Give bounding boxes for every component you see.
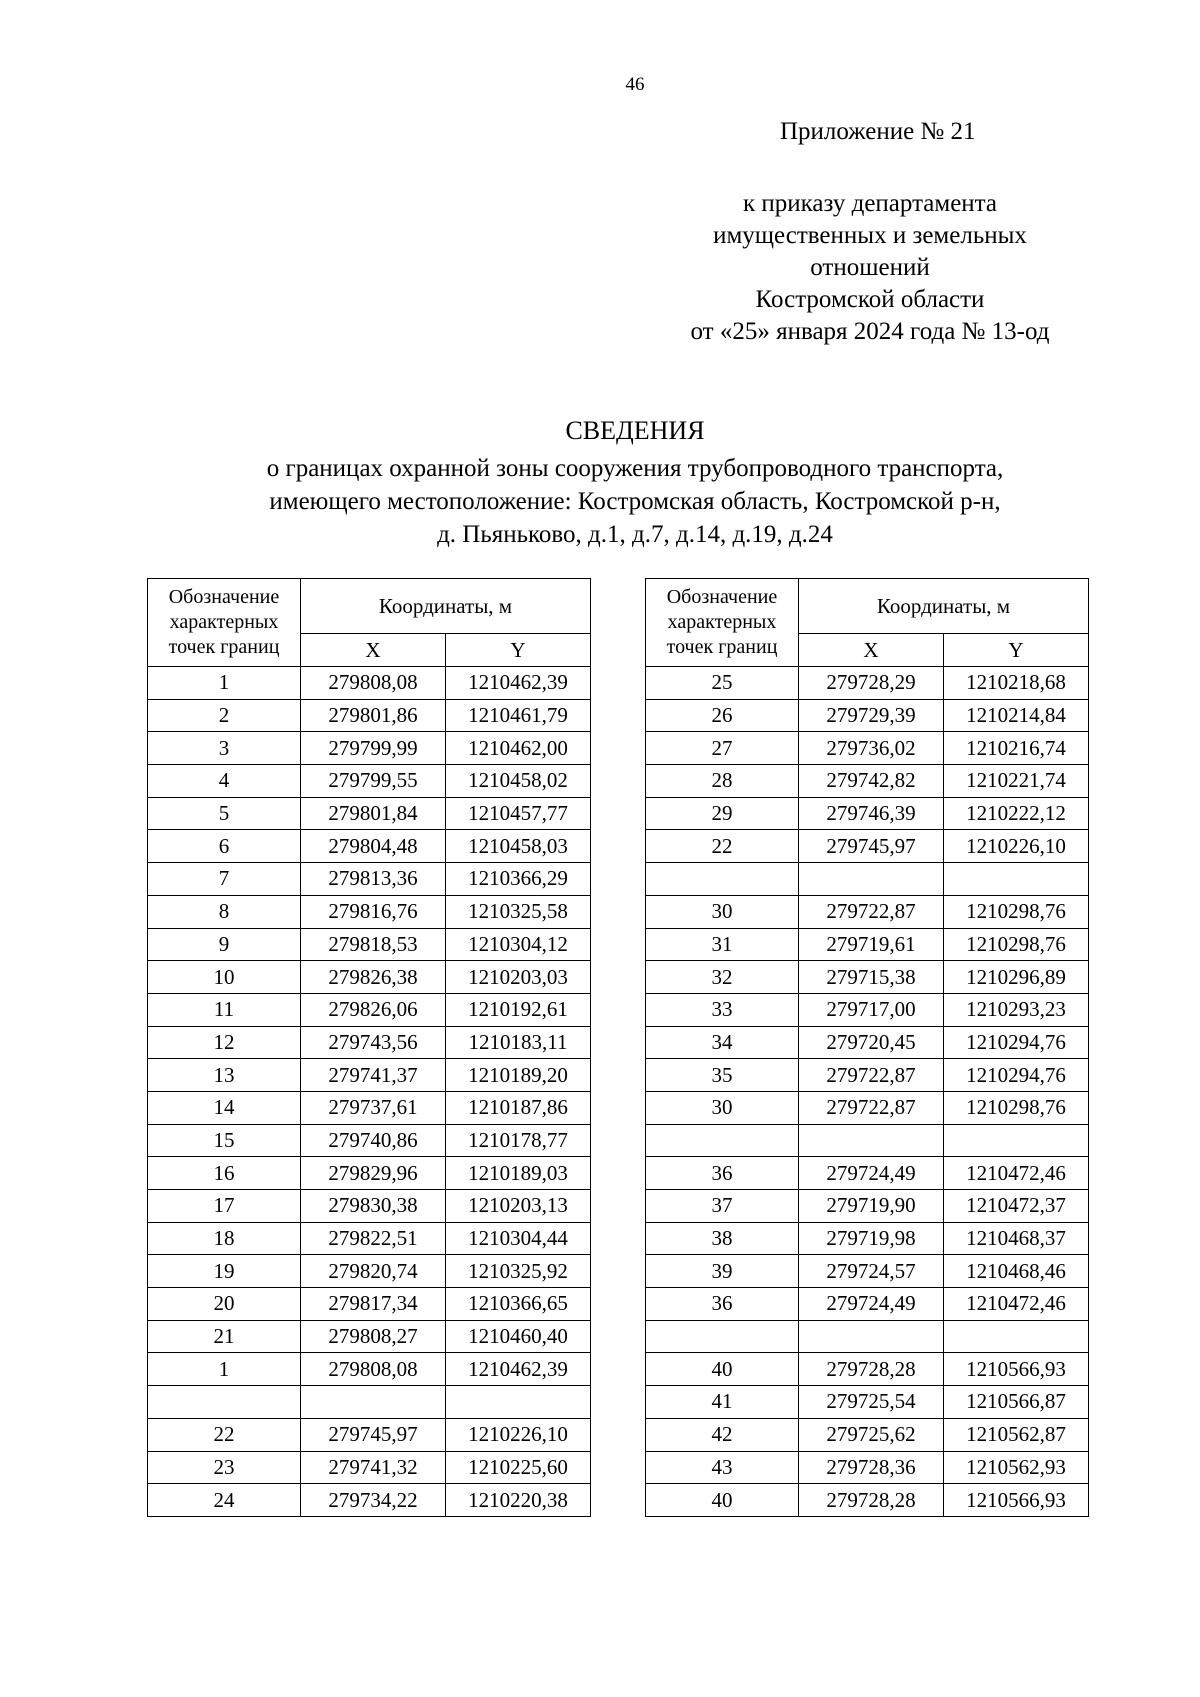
x-cell: 279813,36 [301,863,446,896]
table-row [148,699,591,732]
point-cell: 31 [646,928,799,961]
y-cell: 1210203,13 [446,1190,591,1223]
y-cell: 1210187,86 [446,1091,591,1124]
order-reference [650,188,1090,348]
table-row [148,1484,591,1517]
point-cell: 15 [148,1124,301,1157]
x-cell: 279826,06 [301,993,446,1026]
y-cell [944,863,1089,896]
table-row [148,1026,591,1059]
x-cell: 279829,96 [301,1157,446,1190]
x-cell [799,863,944,896]
point-cell: 8 [148,895,301,928]
y-cell: 1210458,03 [446,830,591,863]
point-cell: 3 [148,732,301,765]
y-cell: 1210562,93 [944,1451,1089,1484]
y-cell: 1210472,46 [944,1288,1089,1321]
table-row [148,1418,591,1451]
point-cell: 41 [646,1386,799,1419]
x-cell: 279715,38 [799,961,944,994]
point-cell: 22 [148,1418,301,1451]
x-cell: 279725,62 [799,1418,944,1451]
y-cell: 1210221,74 [944,765,1089,798]
table-body [148,667,591,1517]
x-cell: 279719,90 [799,1190,944,1223]
point-cell: 40 [646,1353,799,1386]
point-cell: 16 [148,1157,301,1190]
x-cell: 279724,57 [799,1255,944,1288]
point-cell: 21 [148,1320,301,1353]
point-cell: 43 [646,1451,799,1484]
point-cell: 28 [646,765,799,798]
y-cell: 1210226,10 [944,830,1089,863]
table-row [148,1353,591,1386]
table-row [646,1418,1089,1451]
x-cell: 279728,29 [799,667,944,700]
y-cell: 1210468,37 [944,1222,1089,1255]
point-cell: 4 [148,765,301,798]
x-cell: 279820,74 [301,1255,446,1288]
x-cell: 279720,45 [799,1026,944,1059]
table-row [148,993,591,1026]
table-row [148,1124,591,1157]
x-cell: 279745,97 [301,1418,446,1451]
x-cell: 279719,61 [799,928,944,961]
table-row [148,1190,591,1223]
x-cell: 279826,38 [301,961,446,994]
x-cell: 279804,48 [301,830,446,863]
order-ref-line: от «25» января 2024 года № 13-од [690,318,1050,345]
point-cell: 11 [148,993,301,1026]
y-cell: 1210178,77 [446,1124,591,1157]
x-cell: 279818,53 [301,928,446,961]
point-cell: 18 [148,1222,301,1255]
table-row [148,1222,591,1255]
x-cell: 279817,34 [301,1288,446,1321]
table-row [646,895,1089,928]
point-cell: 19 [148,1255,301,1288]
table-row [646,1484,1089,1517]
table-row [646,928,1089,961]
x-cell: 279740,86 [301,1124,446,1157]
point-cell: 30 [646,895,799,928]
x-cell: 279722,87 [799,895,944,928]
table-row [148,667,591,700]
table-row [646,863,1089,896]
x-cell: 279830,38 [301,1190,446,1223]
table-row [646,1320,1089,1353]
x-cell: 279808,08 [301,1353,446,1386]
point-cell: 25 [646,667,799,700]
y-cell: 1210472,37 [944,1190,1089,1223]
x-cell: 279728,28 [799,1353,944,1386]
x-cell [799,1124,944,1157]
order-ref-line: к приказу департамента [742,190,998,217]
point-cell: 1 [148,1353,301,1386]
y-cell: 1210298,76 [944,895,1089,928]
point-cell: 30 [646,1091,799,1124]
x-cell: 279728,28 [799,1484,944,1517]
y-cell: 1210566,93 [944,1353,1089,1386]
y-cell: 1210462,39 [446,667,591,700]
table-row [646,1059,1089,1092]
table-row [148,1386,591,1419]
x-cell: 279816,76 [301,895,446,928]
y-header: Y [944,634,1089,667]
y-cell: 1210192,61 [446,993,591,1026]
x-cell [799,1320,944,1353]
table-row [148,863,591,896]
y-cell [944,1320,1089,1353]
subtitle-line: д. Пьяньково, д.1, д.7, д.14, д.19, д.24 [437,521,833,548]
y-cell: 1210457,77 [446,797,591,830]
x-cell: 279725,54 [799,1386,944,1419]
y-cell: 1210462,39 [446,1353,591,1386]
y-cell: 1210462,00 [446,732,591,765]
point-cell: 24 [148,1484,301,1517]
point-cell: 7 [148,863,301,896]
point-cell: 5 [148,797,301,830]
y-cell: 1210566,93 [944,1484,1089,1517]
point-cell [646,863,799,896]
table-row [646,1190,1089,1223]
y-cell: 1210325,92 [446,1255,591,1288]
y-cell: 1210366,65 [446,1288,591,1321]
table-row [148,765,591,798]
point-cell: 27 [646,732,799,765]
point-cell: 14 [148,1091,301,1124]
y-cell: 1210566,87 [944,1386,1089,1419]
document-title: СВЕДЕНИЯ [565,416,705,445]
point-cell: 10 [148,961,301,994]
y-cell: 1210468,46 [944,1255,1089,1288]
table-row [646,961,1089,994]
x-cell: 279734,22 [301,1484,446,1517]
table-row [646,732,1089,765]
table-row [148,928,591,961]
table-row [646,667,1089,700]
y-header: Y [446,634,591,667]
y-cell: 1210222,12 [944,797,1089,830]
y-cell: 1210218,68 [944,667,1089,700]
point-cell: 20 [148,1288,301,1321]
x-cell: 279808,08 [301,667,446,700]
y-cell: 1210304,12 [446,928,591,961]
point-cell: 26 [646,699,799,732]
table-row [646,1026,1089,1059]
y-cell: 1210214,84 [944,699,1089,732]
y-cell: 1210294,76 [944,1026,1089,1059]
y-cell: 1210304,44 [446,1222,591,1255]
point-cell: 40 [646,1484,799,1517]
point-cell: 36 [646,1288,799,1321]
x-cell: 279724,49 [799,1288,944,1321]
x-cell [301,1386,446,1419]
table-row [646,830,1089,863]
y-cell: 1210366,29 [446,863,591,896]
x-header: X [301,634,446,667]
table-row [148,895,591,928]
point-cell: 9 [148,928,301,961]
table-row [148,961,591,994]
table-row [646,993,1089,1026]
y-cell: 1210220,38 [446,1484,591,1517]
point-cell: 33 [646,993,799,1026]
x-cell: 279741,37 [301,1059,446,1092]
table-row [148,1288,591,1321]
y-cell [944,1124,1089,1157]
table-row [148,732,591,765]
y-cell: 1210189,20 [446,1059,591,1092]
y-cell: 1210460,40 [446,1320,591,1353]
x-cell: 279729,39 [799,699,944,732]
point-cell [646,1124,799,1157]
table-row [148,1451,591,1484]
x-cell: 279808,27 [301,1320,446,1353]
y-cell: 1210325,58 [446,895,591,928]
subtitle-line: о границах охранной зоны сооружения трубопроводного транспорта, [266,455,1004,482]
x-cell: 279722,87 [799,1091,944,1124]
document-subtitle [0,452,1200,551]
coordinates-table-left [147,578,591,1517]
point-header: Обозначение характерных точек границ [646,579,799,667]
order-ref-line: имущественных и земельных [713,222,1027,249]
x-cell: 279717,00 [799,993,944,1026]
table-row [148,1255,591,1288]
y-cell: 1210225,60 [446,1451,591,1484]
coords-header: Координаты, м [799,579,1089,634]
x-cell: 279745,97 [799,830,944,863]
y-cell: 1210183,11 [446,1026,591,1059]
point-cell: 37 [646,1190,799,1223]
table-row [646,1124,1089,1157]
x-header: X [799,634,944,667]
y-cell [446,1386,591,1419]
x-cell: 279743,56 [301,1026,446,1059]
y-cell: 1210189,03 [446,1157,591,1190]
table-row [646,1091,1089,1124]
table-row [646,1451,1089,1484]
point-cell [646,1320,799,1353]
point-cell: 35 [646,1059,799,1092]
subtitle-line: имеющего местоположение: Костромская область, Костромской р-н, [269,488,1001,515]
coords-header: Координаты, м [301,579,591,634]
table-row [148,1091,591,1124]
point-cell: 36 [646,1157,799,1190]
point-cell: 42 [646,1418,799,1451]
x-cell: 279746,39 [799,797,944,830]
y-cell: 1210294,76 [944,1059,1089,1092]
point-cell: 6 [148,830,301,863]
y-cell: 1210298,76 [944,1091,1089,1124]
table-row [646,1353,1089,1386]
table-row [646,1288,1089,1321]
point-cell: 2 [148,699,301,732]
table-body [646,667,1089,1517]
point-header: Обозначение характерных точек границ [148,579,301,667]
x-cell: 279742,82 [799,765,944,798]
table-row [646,1157,1089,1190]
table-row [646,1222,1089,1255]
table-row [148,797,591,830]
point-cell: 29 [646,797,799,830]
table-row [148,830,591,863]
y-cell: 1210293,23 [944,993,1089,1026]
point-cell [148,1386,301,1419]
x-cell: 279822,51 [301,1222,446,1255]
table-row [646,1386,1089,1419]
point-cell: 1 [148,667,301,700]
order-ref-line: отношений [810,254,930,281]
y-cell: 1210226,10 [446,1418,591,1451]
table-row [646,797,1089,830]
coordinates-table-right [645,578,1089,1517]
x-cell: 279724,49 [799,1157,944,1190]
x-cell: 279799,55 [301,765,446,798]
table-row [148,1059,591,1092]
point-cell: 13 [148,1059,301,1092]
y-cell: 1210298,76 [944,928,1089,961]
x-cell: 279801,84 [301,797,446,830]
table-row [646,1255,1089,1288]
point-cell: 12 [148,1026,301,1059]
y-cell: 1210562,87 [944,1418,1089,1451]
x-cell: 279801,86 [301,699,446,732]
x-cell: 279736,02 [799,732,944,765]
table-row [148,1320,591,1353]
y-cell: 1210458,02 [446,765,591,798]
point-cell: 39 [646,1255,799,1288]
x-cell: 279741,32 [301,1451,446,1484]
table-row [646,699,1089,732]
point-cell: 22 [646,830,799,863]
y-cell: 1210203,03 [446,961,591,994]
x-cell: 279799,99 [301,732,446,765]
x-cell: 279737,61 [301,1091,446,1124]
table-row [646,765,1089,798]
appendix-title: Приложение № 21 [780,118,976,145]
y-cell: 1210461,79 [446,699,591,732]
x-cell: 279722,87 [799,1059,944,1092]
y-cell: 1210216,74 [944,732,1089,765]
y-cell: 1210472,46 [944,1157,1089,1190]
x-cell: 279728,36 [799,1451,944,1484]
point-cell: 38 [646,1222,799,1255]
order-ref-line: Костромской области [755,286,985,313]
point-cell: 17 [148,1190,301,1223]
point-cell: 23 [148,1451,301,1484]
y-cell: 1210296,89 [944,961,1089,994]
x-cell: 279719,98 [799,1222,944,1255]
page-number: 46 [625,74,645,95]
point-cell: 34 [646,1026,799,1059]
table-row [148,1157,591,1190]
point-cell: 32 [646,961,799,994]
